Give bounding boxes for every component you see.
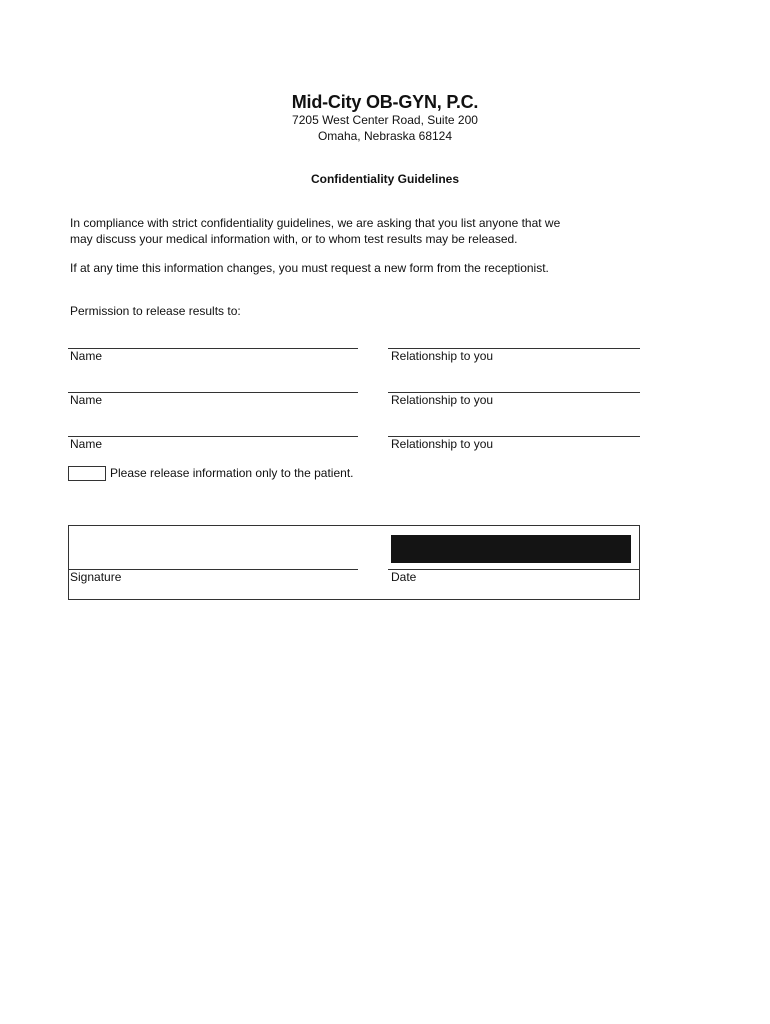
address-line-2: Omaha, Nebraska 68124 xyxy=(317,129,453,143)
relationship-label-3: Relationship to you xyxy=(391,437,494,451)
redaction-bar xyxy=(391,535,631,563)
compliance-paragraph-line-1: In compliance with strict confidentiality guidelines, we are asking that you list anyone that we xyxy=(70,216,561,230)
patient-only-checkbox[interactable] xyxy=(68,466,106,481)
name-field-3[interactable] xyxy=(68,436,358,437)
name-label-2: Name xyxy=(70,393,103,407)
relationship-label-2: Relationship to you xyxy=(391,393,494,407)
compliance-paragraph-line-2: may discuss your medical information with, or to whom test results may be released. xyxy=(70,232,518,246)
practice-name: Mid-City OB-GYN, P.C. xyxy=(291,92,479,112)
change-notice-paragraph: If at any time this information changes, you must request a new form from the receptionist. xyxy=(70,261,549,275)
name-field-2[interactable] xyxy=(68,392,358,393)
relationship-label-1: Relationship to you xyxy=(391,349,494,363)
name-label-3: Name xyxy=(70,437,103,451)
name-field-1[interactable] xyxy=(68,348,358,349)
date-label: Date xyxy=(391,570,417,584)
patient-only-checkbox-label: Please release information only to the patient. xyxy=(110,466,354,480)
date-field[interactable] xyxy=(388,569,640,570)
permission-label: Permission to release results to: xyxy=(70,304,241,318)
section-title: Confidentiality Guidelines xyxy=(310,172,459,186)
name-label-1: Name xyxy=(70,349,103,363)
signature-label: Signature xyxy=(70,570,122,584)
address-line-1: 7205 West Center Road, Suite 200 xyxy=(292,113,478,127)
